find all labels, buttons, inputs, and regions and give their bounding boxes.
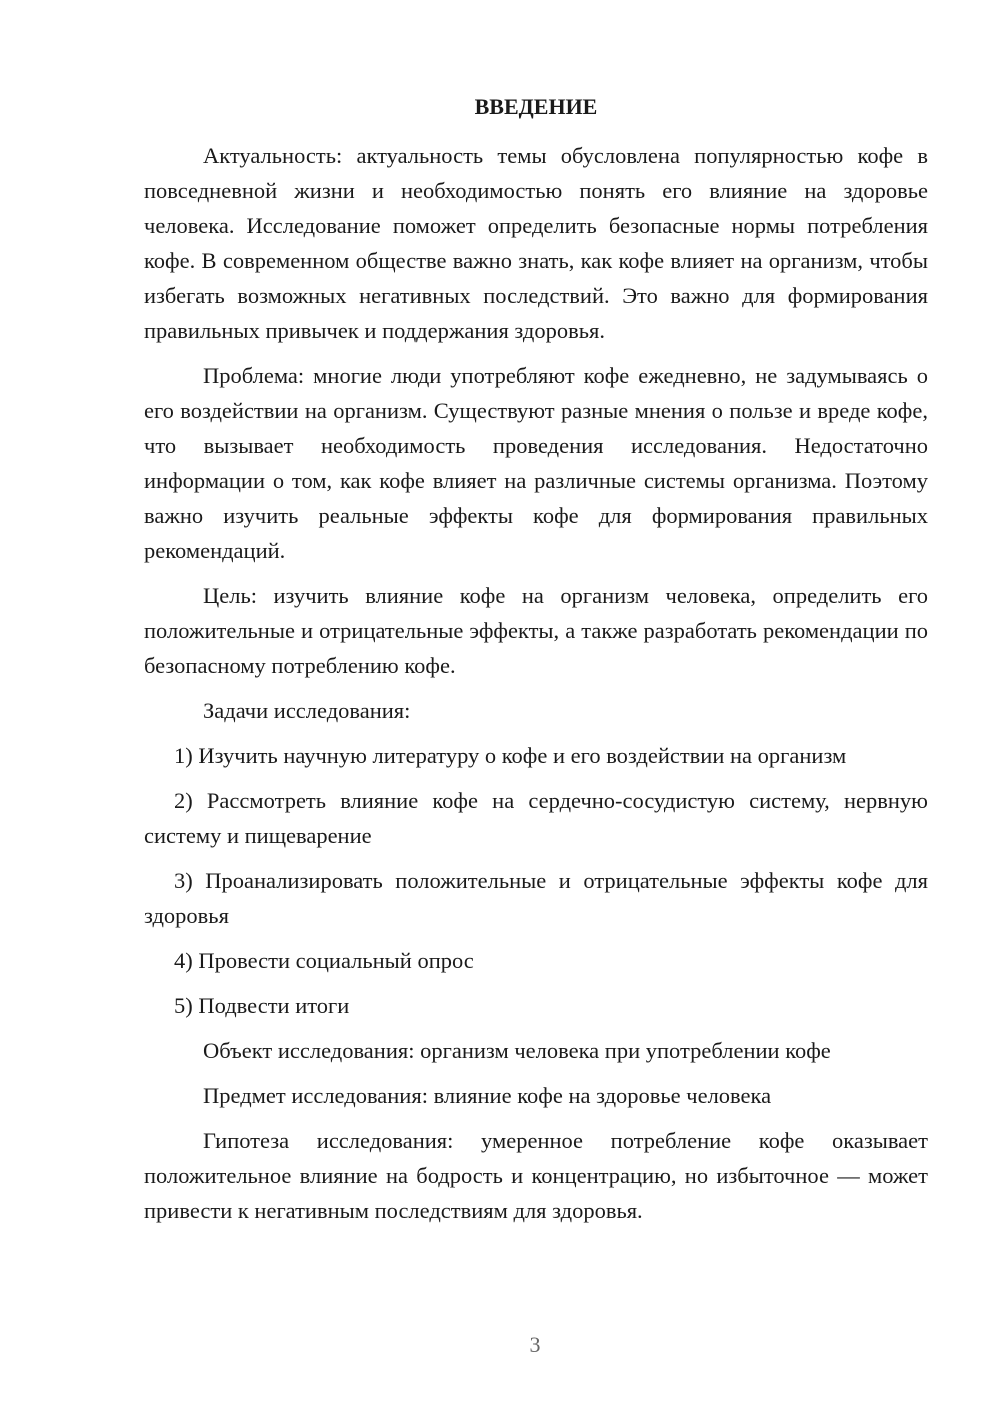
task-item: 4) Провести социальный опрос bbox=[174, 948, 474, 973]
task-item: 3) Проанализировать положительные и отрицательные эффекты кофе для здоровья bbox=[144, 868, 928, 928]
task-item: 2) Рассмотреть влияние кофе на сердечно-сосудистую систему, нервную систему и пищеварение bbox=[144, 788, 928, 848]
relevance-paragraph: Актуальность: актуальность темы обусловлена популярностью кофе в повседневной жизни и необходимостью понять его влияние на здоровье человека. Исследование поможет определить безопасные нормы потребления кофе. В современном обществе важно знать, как кофе влияет на организм, чтобы избегать возможных негативных последствий. Это важно для формирования правильных привычек и поддержания здоровья. bbox=[144, 143, 928, 343]
goal-paragraph: Цель: изучить влияние кофе на организм человека, определить его положительные и отрицательные эффекты, а также разработать рекомендации по безопасному потреблению кофе. bbox=[144, 583, 928, 678]
document-page bbox=[144, 92, 928, 1238]
tasks-heading: Задачи исследования: bbox=[203, 698, 411, 723]
section-title: ВВЕДЕНИЕ bbox=[474, 94, 598, 119]
task-item: 5) Подвести итоги bbox=[174, 993, 350, 1018]
object-paragraph: Объект исследования: организм человека при употреблении кофе bbox=[203, 1038, 831, 1063]
hypothesis-paragraph: Гипотеза исследования: умеренное потребление кофе оказывает положительное влияние на бодрость и концентрацию, но избыточное — может привести к негативным последствиям для здоровья. bbox=[144, 1128, 928, 1223]
problem-paragraph: Проблема: многие люди употребляют кофе ежедневно, не задумываясь о его воздействии на организм. Существуют разные мнения о пользе и вреде кофе, что вызывает необходимость проведения исследования. Недостаточно информации о том, как кофе влияет на различные системы организма. Поэтому важно изучить реальные эффекты кофе для формирования правильных рекомендаций. bbox=[144, 363, 928, 563]
task-item: 1) Изучить научную литературу о кофе и его воздействии на организм bbox=[174, 743, 847, 768]
page-number: 3 bbox=[529, 1332, 541, 1357]
subject-paragraph: Предмет исследования: влияние кофе на здоровье человека bbox=[203, 1083, 772, 1108]
